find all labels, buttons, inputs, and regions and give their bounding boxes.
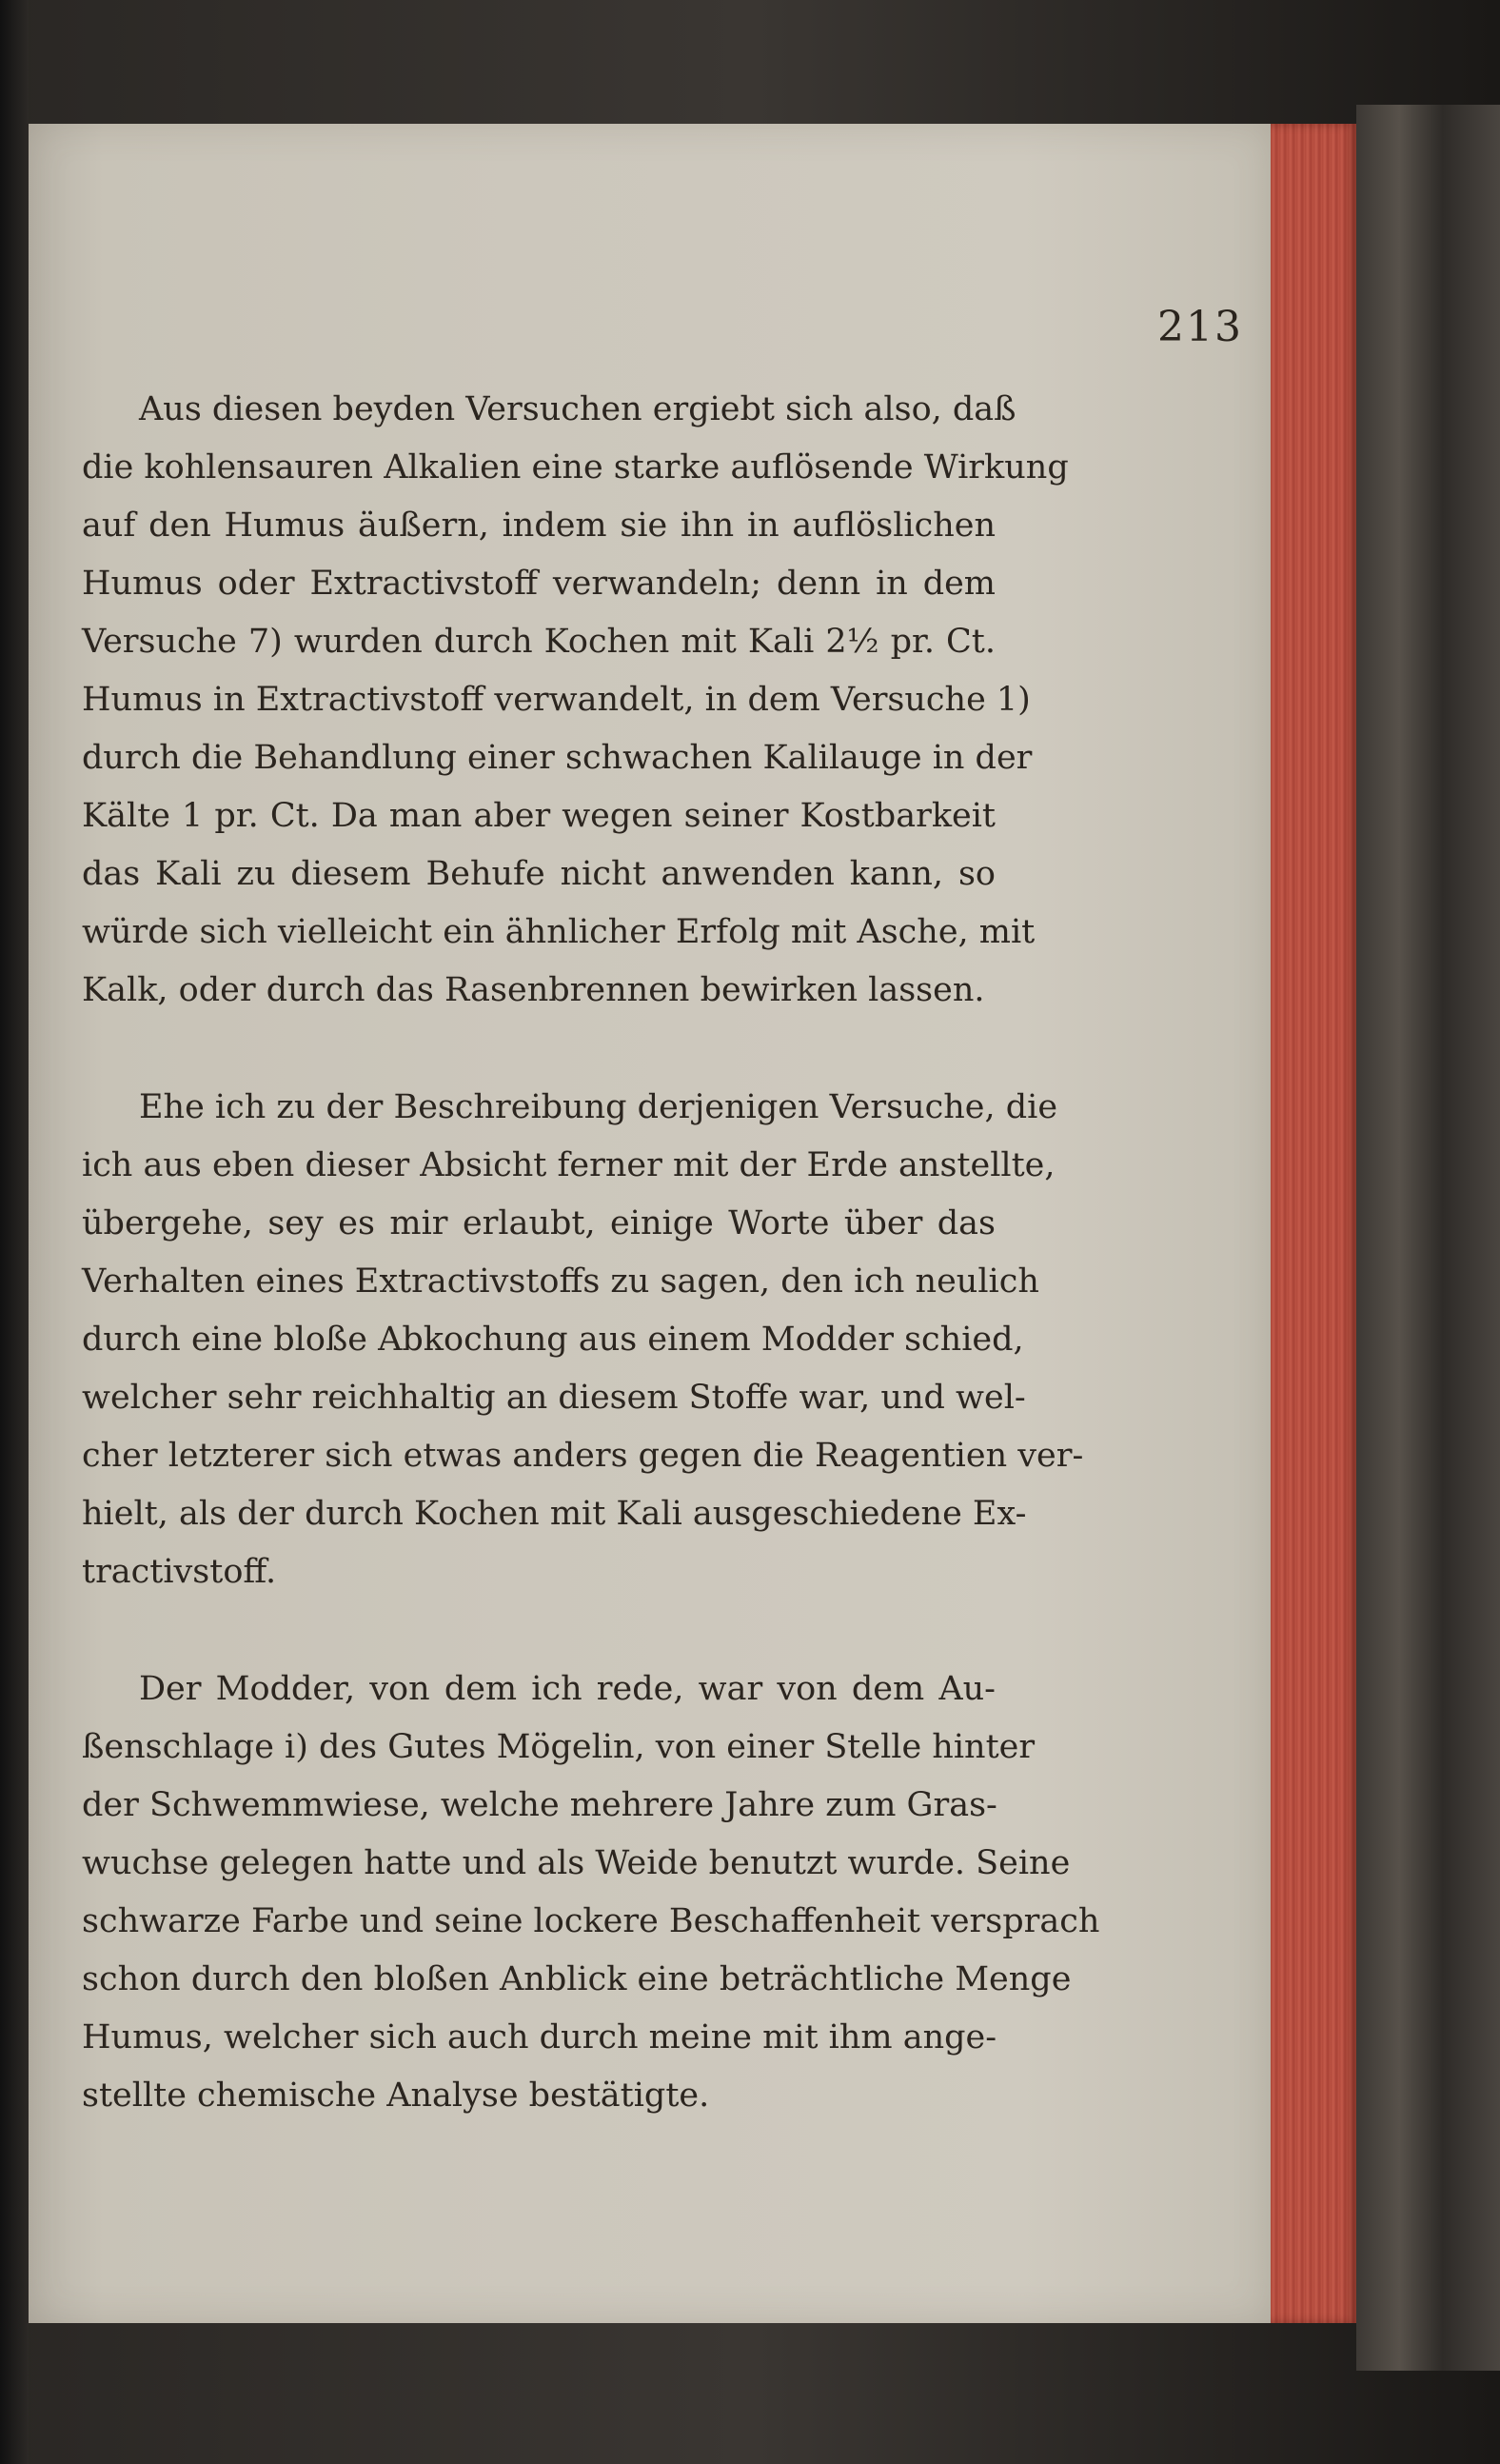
text-line: schon durch den bloßen Anblick eine beträchtliche Menge — [82, 1960, 1072, 1998]
text-line: Der Modder, von dem ich rede, war von dem Au- — [139, 1670, 996, 1708]
text-line: Aus diesen beyden Versuchen ergiebt sich also, daß — [139, 390, 1016, 428]
facing-page-gutter — [0, 0, 29, 2464]
text-line: stellte chemische Analyse bestätigte. — [82, 2077, 710, 2115]
book-cover-edge — [1356, 105, 1500, 2371]
text-line: Kalk, oder durch das Rasenbrennen bewirken lassen. — [82, 971, 985, 1009]
text-line: durch die Behandlung einer schwachen Kalilauge in der — [82, 739, 1033, 777]
text-line: übergehe, sey es mir erlaubt, einige Worte über das — [82, 1204, 996, 1242]
text-line: Humus in Extractivstoff verwandelt, in dem Versuche 1) — [82, 681, 1031, 719]
text-line: Humus oder Extractivstoff verwandeln; denn in dem — [82, 565, 996, 603]
text-line: würde sich vielleicht ein ähnlicher Erfolg mit Asche, mit — [82, 913, 1036, 951]
text-line: das Kali zu diesem Behufe nicht anwenden kann, so — [82, 855, 996, 893]
paragraph-2 — [82, 1079, 1084, 1601]
text-line: schwarze Farbe und seine lockere Beschaffenheit versprach — [82, 1902, 1100, 1940]
text-line: durch eine bloße Abkochung aus einem Modder schied, — [82, 1321, 1024, 1359]
text-line: auf den Humus äußern, indem sie ihn in auflöslichen — [82, 507, 996, 545]
text-line: hielt, als der durch Kochen mit Kali ausgeschiedene Ex- — [82, 1495, 1027, 1533]
text-line: Versuche 7) wurden durch Kochen mit Kali 2½ pr. Ct. — [82, 623, 996, 661]
text-line: cher letzterer sich etwas anders gegen die Reagentien ver- — [82, 1437, 1084, 1475]
red-page-edges — [1271, 124, 1356, 2323]
text-line: wuchse gelegen hatte und als Weide benutzt wurde. Seine — [82, 1844, 1071, 1882]
text-line: ßenschlage i) des Gutes Mögelin, von einer Stelle hinter — [82, 1728, 1036, 1766]
text-line: tractivstoff. — [82, 1553, 277, 1591]
paragraph-3 — [82, 1660, 1100, 2125]
text-line: der Schwemmwiese, welche mehrere Jahre zum Gras- — [82, 1786, 997, 1824]
text-line: ich aus eben dieser Absicht ferner mit der Erde anstellte, — [82, 1146, 1056, 1184]
text-line: Ehe ich zu der Beschreibung derjenigen Versuche, die — [139, 1088, 1058, 1126]
text-line: Humus, welcher sich auch durch meine mit ihm ange- — [82, 2018, 997, 2057]
text-line: welcher sehr reichhaltig an diesem Stoffe war, und wel- — [82, 1379, 1026, 1417]
text-line: Verhalten eines Extractivstoffs zu sagen, den ich neulich — [82, 1262, 1039, 1301]
paragraph-1 — [82, 381, 1069, 1020]
page-number: 213 — [1157, 303, 1243, 351]
text-line: Kälte 1 pr. Ct. Da man aber wegen seiner Kostbarkeit — [82, 797, 996, 835]
text-line: die kohlensauren Alkalien eine starke auflösende Wirkung — [82, 448, 1069, 487]
page-text — [82, 381, 1100, 2125]
